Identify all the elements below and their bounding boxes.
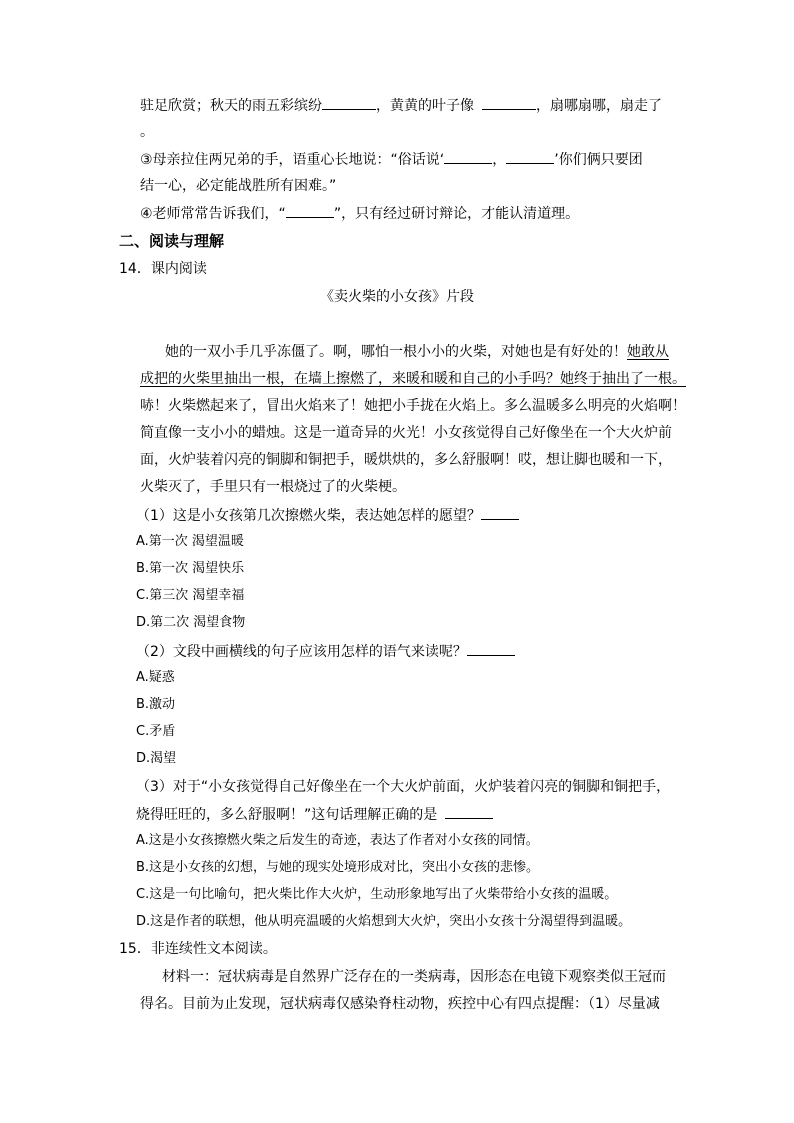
option-c[interactable]: C.矛盾 bbox=[136, 724, 176, 739]
passage-title: 《卖火柴的小女孩》片段 bbox=[320, 289, 474, 305]
answer-blank[interactable] bbox=[445, 804, 493, 819]
answer-blank[interactable] bbox=[286, 203, 334, 218]
q13-item-3: ③母亲拉住两兄弟的手，语重心长地说：“俗话说‘ ， ’你们俩只要团 bbox=[140, 149, 643, 170]
material-line-2: 得名。目前为止发现，冠状病毒仅感染脊柱动物，疾控中心有四点提醒：（1）尽量减 bbox=[140, 996, 660, 1012]
answer-blank[interactable] bbox=[481, 505, 519, 520]
answer-blank[interactable] bbox=[506, 149, 554, 164]
option-a[interactable]: A.疑惑 bbox=[136, 670, 175, 685]
option-d[interactable]: D.第二次 渴望食物 bbox=[136, 615, 246, 630]
passage-line-5: 面，火炉装着闪亮的铜脚和铜把手，暖烘烘的，多么舒服啊！哎，想让脚也暖和一下， bbox=[140, 452, 672, 468]
option-d[interactable]: D.渴望 bbox=[136, 751, 177, 766]
answer-blank[interactable] bbox=[467, 641, 515, 656]
answer-blank[interactable] bbox=[482, 95, 536, 110]
option-d[interactable]: D.这是作者的联想，他从明亮温暖的火焰想到大火炉，突出小女孩十分渴望得到温暖。 bbox=[136, 914, 632, 929]
option-c[interactable]: C.第三次 渴望幸福 bbox=[136, 588, 245, 603]
q13-item-4: ④老师常常告诉我们，“ ”，只有经过研讨辩论，才能认清道理。 bbox=[140, 203, 579, 224]
underlined-sentence: 成把的火柴里抽出一根，在墙上擦燃了，来暖和暖和自己的小手吗？她终于抽出了一根。 bbox=[140, 371, 686, 387]
answer-blank[interactable] bbox=[322, 95, 376, 110]
underlined-sentence: 她敢从 bbox=[627, 344, 669, 360]
passage-line-1: 她的一双小手几乎冻僵了。啊，哪怕一根小小的火柴，对她也是有好处的！她敢从 bbox=[165, 344, 669, 360]
sub-question-3: （3）对于“小女孩觉得自己好像坐在一个大火炉前面，火炉装着闪亮的铜脚和铜把手， bbox=[136, 779, 671, 795]
q13-line-1: 驻足欣赏；秋天的雨五彩缤纷 ，黄黄的叶子像 ，扇哪扇哪，扇走了 bbox=[140, 95, 662, 116]
answer-blank[interactable] bbox=[444, 149, 492, 164]
passage-line-2 bbox=[140, 369, 686, 389]
option-b[interactable]: B.激动 bbox=[136, 697, 176, 712]
passage-line-4: 简直像一支小小的蜡烛。这是一道奇异的火光！小女孩觉得自己好像坐在一个大火炉前 bbox=[140, 425, 672, 441]
option-a[interactable]: A.第一次 渴望温暖 bbox=[136, 534, 244, 549]
q13-line-2: 。 bbox=[140, 124, 154, 140]
q15-label: 15．非连续性文本阅读。 bbox=[119, 941, 277, 957]
option-c[interactable]: C.这是一句比喻句，把火柴比作大火炉，生动形象地写出了火柴带给小女孩的温暖。 bbox=[136, 887, 618, 902]
option-b[interactable]: B.这是小女孩的幻想，与她的现实处境形成对比，突出小女孩的悲惨。 bbox=[136, 860, 540, 875]
q14-label: 14．课内阅读 bbox=[119, 261, 207, 277]
passage-line-6: 火柴灭了，手里只有一根烧过了的火柴梗。 bbox=[140, 479, 406, 495]
sub-question-3-line-2: 烧得旺旺的，多么舒服啊！”这句话理解正确的是 bbox=[136, 804, 493, 825]
option-b[interactable]: B.第一次 渴望快乐 bbox=[136, 561, 245, 576]
sub-question-2: （2）文段中画横线的句子应该用怎样的语气来读呢？ bbox=[136, 641, 515, 662]
sub-question-1: （1）这是小女孩第几次擦燃火柴，表达她怎样的愿望？ bbox=[136, 505, 519, 526]
material-line-1: 材料一：冠状病毒是自然界广泛存在的一类病毒，因形态在电镜下观察类似王冠而 bbox=[162, 969, 666, 985]
option-a[interactable]: A.这是小女孩擦燃火柴之后发生的奇迹，表达了作者对小女孩的同情。 bbox=[136, 833, 539, 848]
passage-line-3: 哧！火柴燃起来了，冒出火焰来了！她把小手拢在火焰上。多么温暖多么明亮的火焰啊！ bbox=[140, 398, 686, 414]
section-heading: 二、阅读与理解 bbox=[119, 232, 225, 250]
q13-item-3-line-2: 结一心，必定能战胜所有困难。” bbox=[140, 178, 337, 194]
